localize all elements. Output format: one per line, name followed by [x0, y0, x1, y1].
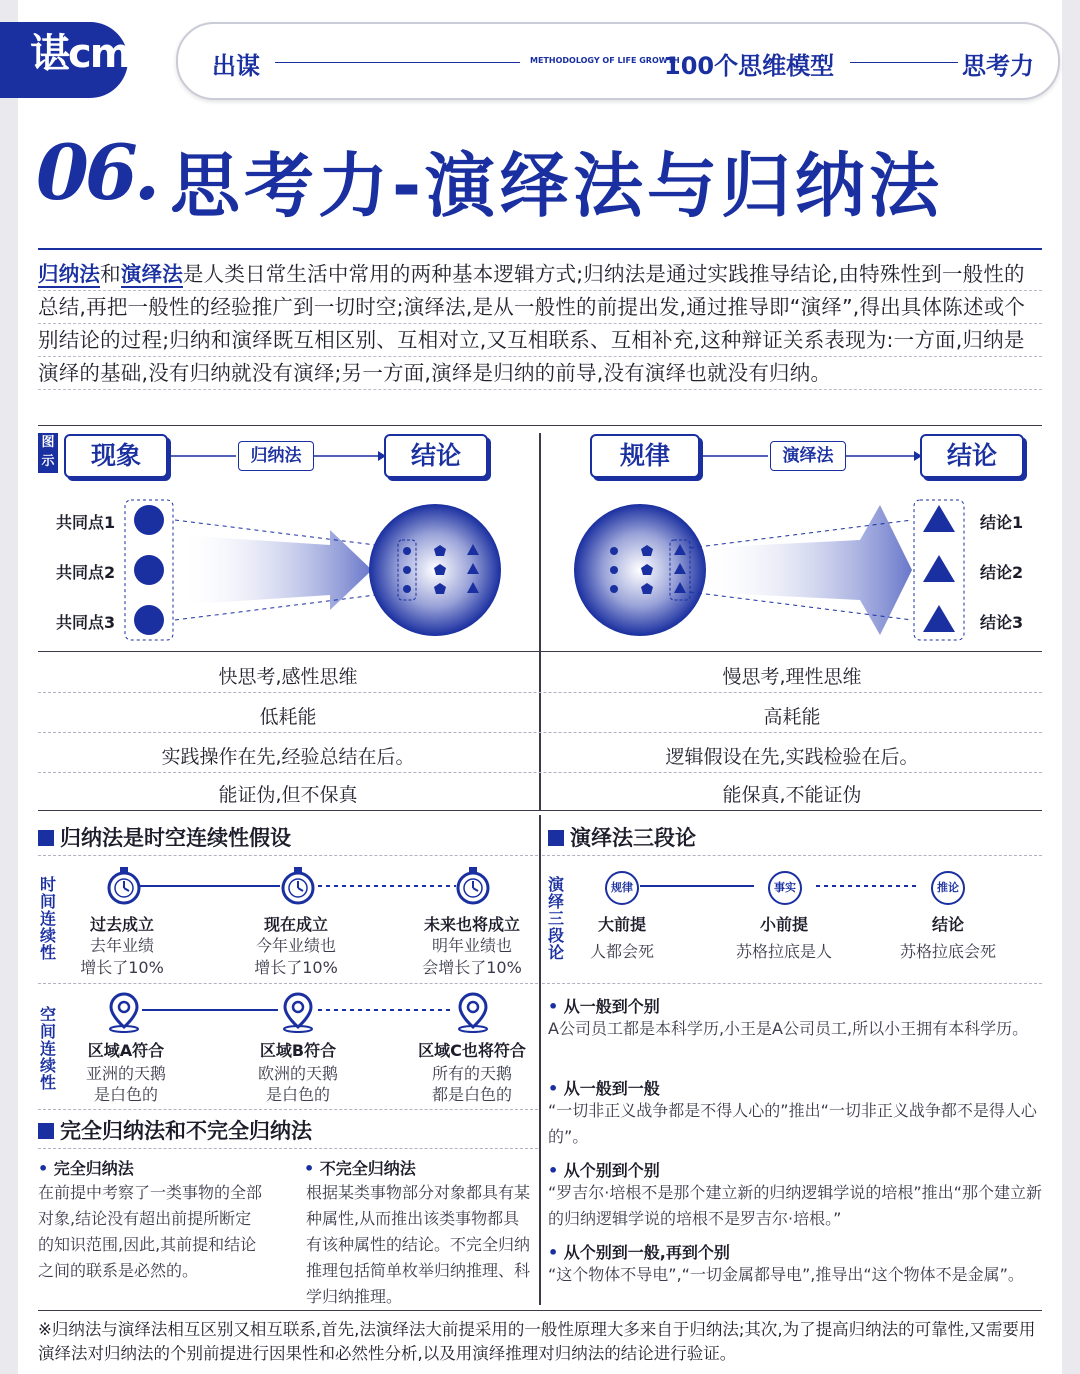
intro-body: 是人类日常生活中常用的两种基本逻辑方式;归纳法是通过实践推导结论,由特殊性到一般性的总结,再把一般性的经验推广到一切时空;演绎法,是从一般性的前提出发,通过推导即“演绎”,得出具体陈述或个别结论的过程;归纳和演绎既互相区别、互相对立,又互相联系、互相补充,这种辩证关系表现为:一方面,归纳是演绎的基础,没有归纳就没有演绎;另一方面,演绎是归纳的前导,没有演绎也就没有归纳。: [38, 262, 1026, 385]
time-stage-title-3: 未来也将成立: [423, 915, 520, 934]
dot-3: [134, 605, 164, 635]
dot-1: [134, 505, 164, 535]
conclusion-title: 结论: [931, 915, 964, 934]
dot-2: [134, 555, 164, 585]
item-title-text: 从一般到一般: [563, 1079, 660, 1098]
space-stage-desc-3a: 所有的天鹅: [431, 1064, 512, 1083]
logo: 谌cm: [30, 31, 130, 77]
incomplete-title-text: 不完全归纳法: [319, 1159, 416, 1178]
divider: [38, 692, 1042, 693]
header-subtitle: METHODOLOGY OF LIFE GROWTH: [530, 56, 680, 65]
complete-text: 在前提中考察了一类事物的全部对象,结论没有超出前提所断定的知识范围,因此,其前提和结论之间的联系是必然的。: [38, 1183, 263, 1280]
space-continuity-label: 空间连续性: [39, 1005, 56, 1092]
space-stage-desc-2b: 是白色的: [265, 1085, 330, 1104]
footer-rule: [38, 1310, 1042, 1311]
deduction-heading: [548, 822, 696, 852]
space-stage-desc-3b: 都是白色的: [431, 1085, 512, 1104]
divider: [38, 1109, 538, 1110]
header-center: 100个思维模型: [664, 52, 835, 80]
time-stage-desc-2b: 增长了10%: [254, 958, 338, 977]
deduction-arrow: [700, 505, 912, 635]
bullet-icon: •: [548, 997, 564, 1016]
label-induction: 归纳法: [238, 441, 314, 471]
induction-arrow: [178, 530, 372, 610]
complete-induction-heading: [38, 1115, 312, 1145]
deduction-item-text-2: “一切非正义战争都是不得人心的”推出“一切非正义战争都不是得人心的”。: [548, 1101, 1037, 1146]
major-premise-desc: 人都会死: [589, 942, 654, 961]
intro-and: 和: [100, 262, 121, 286]
incomplete-text: 根据某类事物部分对象都具有某种属性,从而推出该类事物都具有该种属性的结论。不完全归纳推理包括简单枚举归纳推理、科学归纳推理。: [306, 1183, 531, 1306]
time-stage-desc-1a: 去年业绩: [89, 936, 154, 955]
left-trait-2: 低耗能: [259, 706, 317, 728]
header-right: 思考力: [962, 52, 1034, 80]
syllogism-label: 演绎三段论: [547, 875, 564, 962]
complete-title: [38, 1156, 134, 1179]
location-pin-icon: [459, 994, 487, 1032]
heading-square-icon: [38, 830, 54, 846]
conclusion-point-1: 结论1: [980, 513, 1024, 532]
deduction-item-title-4: [548, 1240, 730, 1263]
time-continuity-label: 时间连续性: [39, 875, 56, 962]
minor-premise-title: 小前提: [759, 915, 808, 934]
deduction-item-title-2: [548, 1076, 660, 1099]
minor-premise-desc: 苏格拉底是人: [735, 942, 832, 961]
deduction-heading-text: 演绎法三段论: [570, 826, 696, 850]
time-stage-desc-2a: 今年业绩也: [255, 936, 336, 955]
fact-icon: 事实: [768, 871, 802, 905]
page-title: 思考力-演绎法与归纳法: [170, 145, 944, 227]
deduction-item-text-1: A公司员工都是本科学历,小王是A公司员工,所以小王拥有本科学历。: [548, 1019, 1029, 1038]
time-stage-desc-3a: 明年业绩也: [431, 936, 512, 955]
space-stage-desc-2a: 欧洲的天鹅: [257, 1064, 338, 1083]
common-point-3: 共同点3: [56, 613, 116, 632]
divider: [38, 855, 538, 856]
induction-heading: [38, 822, 291, 852]
box-law: 规律: [590, 434, 700, 478]
complete-title-text: 完全归纳法: [53, 1159, 134, 1178]
bullet-icon: •: [304, 1159, 320, 1178]
conclusion-point-2: 结论2: [980, 563, 1024, 582]
major-premise-title: 大前提: [597, 915, 646, 934]
time-stage-title-1: 过去成立: [89, 915, 154, 934]
bullet-icon: •: [548, 1243, 564, 1262]
title-number: 06.: [36, 128, 157, 217]
deduction-item-title-1: [548, 994, 660, 1017]
divider: [542, 855, 1042, 856]
compare-bottom-rule: [38, 810, 1042, 811]
space-stage-title-3: 区域C也将符合: [418, 1041, 526, 1060]
left-trait-3: 实践操作在先,经验总结在后。: [161, 746, 415, 768]
box-phenomenon: 现象: [64, 434, 168, 478]
deduction-item-title-3: [548, 1158, 660, 1181]
space-stage-desc-1a: 亚洲的天鹅: [85, 1064, 166, 1083]
space-stage-title-2: 区域B符合: [259, 1041, 337, 1060]
triangle-2: [923, 555, 955, 582]
space-timeline: [100, 990, 500, 1034]
item-title-text: 从一般到个别: [563, 997, 660, 1016]
divider: [38, 1148, 538, 1149]
right-trait-1: 慢思考,理性思维: [722, 666, 862, 688]
bullet-icon: •: [548, 1161, 564, 1180]
divider: [38, 983, 538, 984]
deduction-item-text-3: “罗吉尔·培根不是那个建立新的归纳逻辑学说的培根”推出“那个建立新的归纳逻辑学说的培根不是罗吉尔·培根。”: [548, 1183, 1042, 1228]
common-point-1: 共同点1: [56, 513, 116, 532]
complete-heading-text: 完全归纳法和不完全归纳法: [60, 1119, 312, 1143]
time-stage-title-2: 现在成立: [263, 915, 328, 934]
header-left: 出谋: [212, 52, 260, 80]
location-pin-icon: [284, 994, 312, 1032]
diagram-tag: 图示: [38, 433, 58, 473]
right-trait-3: 逻辑假设在先,实践检验在后。: [665, 746, 919, 768]
common-point-2: 共同点2: [56, 563, 116, 582]
box-conclusion-left: 结论: [384, 434, 488, 478]
deduction-sphere: [574, 504, 706, 636]
stopwatch-icon: [283, 867, 313, 903]
connector-left: [168, 451, 386, 461]
left-trait-4: 能证伪,但不保真: [218, 784, 358, 806]
rule-icon: 规律: [605, 871, 639, 905]
divider: [38, 732, 1042, 733]
bullet-icon: •: [38, 1159, 54, 1178]
time-timeline: [100, 862, 500, 908]
left-trait-1: 快思考,感性思维: [218, 666, 358, 688]
intro-keyword-deduction: 演绎法: [120, 262, 183, 286]
divider: [542, 983, 1042, 984]
space-stage-desc-1b: 是白色的: [93, 1085, 158, 1104]
divider: [38, 772, 1042, 773]
stopwatch-icon: [458, 867, 488, 903]
conclusion-desc: 苏格拉底会死: [899, 942, 996, 961]
heading-square-icon: [38, 1123, 54, 1139]
item-title-text: 从个别到个别: [563, 1161, 660, 1180]
conclusion-point-3: 结论3: [980, 613, 1024, 632]
right-trait-4: 能保真,不能证伪: [722, 784, 862, 806]
stopwatch-icon: [109, 867, 139, 903]
connector-right: [700, 451, 922, 461]
deduction-item-text-4: “这个物体不导电”,“一切金属都导电”,推导出“这个物体不是金属”。: [548, 1265, 1024, 1284]
item-title-text: 从个别到一般,再到个别: [563, 1243, 730, 1262]
heading-square-icon: [548, 830, 564, 846]
induction-heading-text: 归纳法是时空连续性假设: [60, 826, 291, 850]
time-stage-desc-1b: 增长了10%: [80, 958, 164, 977]
label-deduction: 演绎法: [770, 441, 846, 471]
bullet-icon: •: [548, 1079, 564, 1098]
incomplete-title: [304, 1156, 416, 1179]
time-stage-desc-3b: 会增长了10%: [422, 958, 522, 977]
footer-note: ※归纳法与演绎法相互区别又相互联系,首先,法演绎法大前提采用的一般性原理大多来自于归纳法;其次,为了提高归纳法的可靠性,又需要用演绎法对归纳法的个别前提进行因果性和必然性分析,以及用演绎推理对归纳法的结论进行验证。: [38, 1320, 1036, 1363]
triangle-1: [923, 505, 955, 532]
compare-top-rule: [38, 651, 1042, 652]
space-stage-title-1: 区域A符合: [87, 1041, 165, 1060]
location-pin-icon: [110, 994, 138, 1032]
box-conclusion-right: 结论: [920, 434, 1024, 478]
intro-keyword-induction: 归纳法: [38, 262, 101, 286]
triangle-3: [923, 605, 955, 632]
inference-icon: 推论: [931, 871, 965, 905]
right-trait-2: 高耗能: [763, 706, 821, 728]
